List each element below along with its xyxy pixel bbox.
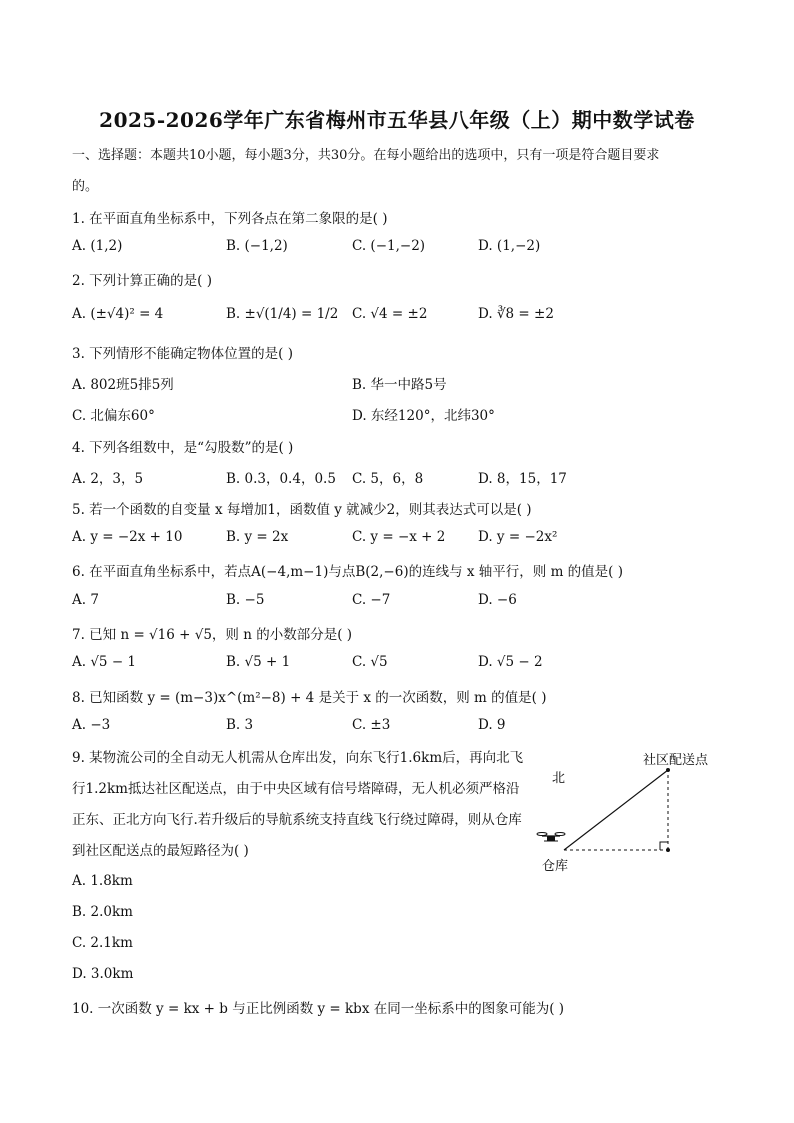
q6-option-d: D. −6	[478, 592, 517, 608]
q5-option-a: A. y = −2x + 10	[72, 529, 183, 545]
question-4: 4. 下列各组数中，是“勾股数”的是( )	[72, 440, 294, 456]
corner-point	[666, 848, 670, 852]
q9-option-d: D. 3.0km	[72, 966, 134, 982]
q6-option-b: B. −5	[226, 592, 265, 608]
q5-option-b: B. y = 2x	[226, 529, 289, 545]
q9-diagram	[530, 740, 730, 884]
question-7: 7. 已知 n = √16 + √5，则 n 的小数部分是( )	[72, 627, 353, 643]
q1-option-d: D. (1,−2)	[478, 238, 541, 254]
question-1: 1. 在平面直角坐标系中，下列各点在第二象限的是( )	[72, 211, 388, 227]
q9-option-a: A. 1.8km	[72, 873, 133, 889]
q1-option-c: C. (−1,−2)	[352, 238, 426, 254]
q4-option-d: D. 8，15，17	[478, 471, 567, 487]
q5-option-d: D. y = −2x²	[478, 529, 558, 545]
q4-option-a: A. 2，3，5	[72, 471, 144, 487]
question-6: 6. 在平面直角坐标系中，若点A(−4,m−1)与点B(2,−6)的连线与 x 轴平行，则 m 的值是( )	[72, 564, 623, 580]
q7-option-c: C. √5	[352, 654, 388, 670]
q6-option-c: C. −7	[352, 592, 391, 608]
drone-icon	[537, 833, 565, 842]
q7-option-d: D. √5 − 2	[478, 654, 543, 670]
question-8: 8. 已知函数 y = (m−3)x^(m²−8) + 4 是关于 x 的一次函数，则 m 的值是( )	[72, 690, 547, 706]
q3-option-d: D. 东经120°，北纬30°	[352, 408, 495, 424]
destination-point	[666, 768, 670, 772]
straight-path-line	[564, 770, 668, 850]
page-title: 2025-2026学年广东省梅州市五华县八年级（上）期中数学试卷	[99, 108, 695, 132]
q3-option-a: A. 802班5排5列	[72, 377, 174, 393]
q2-option-c: C. √4 = ±2	[352, 306, 428, 322]
question-10: 10. 一次函数 y = kx + b 与正比例函数 y = kbx 在同一坐标系中的图象可能为( )	[72, 1001, 565, 1017]
section-instructions	[72, 140, 732, 202]
q3-option-b: B. 华一中路5号	[352, 377, 447, 393]
q9-option-c: C. 2.1km	[72, 935, 133, 951]
q2-option-a: A. (±√4)² = 4	[72, 306, 164, 322]
q8-option-a: A. −3	[72, 717, 111, 733]
q2-option-d: D. ∛8 = ±2	[478, 306, 554, 322]
north-label: 北	[552, 771, 566, 786]
q8-option-d: D. 9	[478, 717, 506, 733]
instructions-line-1: 一、选择题：本题共10小题，每小题3分，共30分。在每小题给出的选项中，只有一项是符合题目要求	[72, 148, 660, 163]
origin-label: 仓库	[542, 859, 569, 874]
question-5: 5. 若一个函数的自变量 x 每增加1，函数值 y 就减少2，则其表达式可以是( )	[72, 502, 532, 518]
question-9: 9. 某物流公司的全自动无人机需从仓库出发，向东飞行1.6km后，再向北飞行1.2km抵达社区配送点，由于中央区域有信号塔障碍，无人机必须严格沿正东、正北方向飞行.若升级后的导航系统支持直线飞行绕过障碍，则从仓库到社区配送点的最短路径为( )	[72, 750, 524, 859]
destination-label: 社区配送点	[643, 753, 709, 768]
q1-option-a: A. (1,2)	[72, 238, 123, 254]
q8-option-b: B. 3	[226, 717, 254, 733]
q7-option-a: A. √5 − 1	[72, 654, 137, 670]
q1-option-b: B. (−1,2)	[226, 238, 288, 254]
q4-option-b: B. 0.3，0.4，0.5	[226, 471, 336, 487]
q6-option-a: A. 7	[72, 592, 99, 608]
q4-option-c: C. 5，6，8	[352, 471, 424, 487]
q7-option-b: B. √5 + 1	[226, 654, 291, 670]
q5-option-c: C. y = −x + 2	[352, 529, 446, 545]
q8-option-c: C. ±3	[352, 717, 391, 733]
q2-option-b: B. ±√(1/4) = 1/2	[226, 306, 339, 322]
question-3: 3. 下列情形不能确定物体位置的是( )	[72, 346, 293, 362]
q3-option-c: C. 北偏东60°	[72, 408, 155, 424]
instructions-line-2: 的。	[72, 179, 99, 194]
q9-option-b: B. 2.0km	[72, 904, 133, 920]
route-diagram	[530, 740, 730, 880]
question-2: 2. 下列计算正确的是( )	[72, 273, 212, 289]
